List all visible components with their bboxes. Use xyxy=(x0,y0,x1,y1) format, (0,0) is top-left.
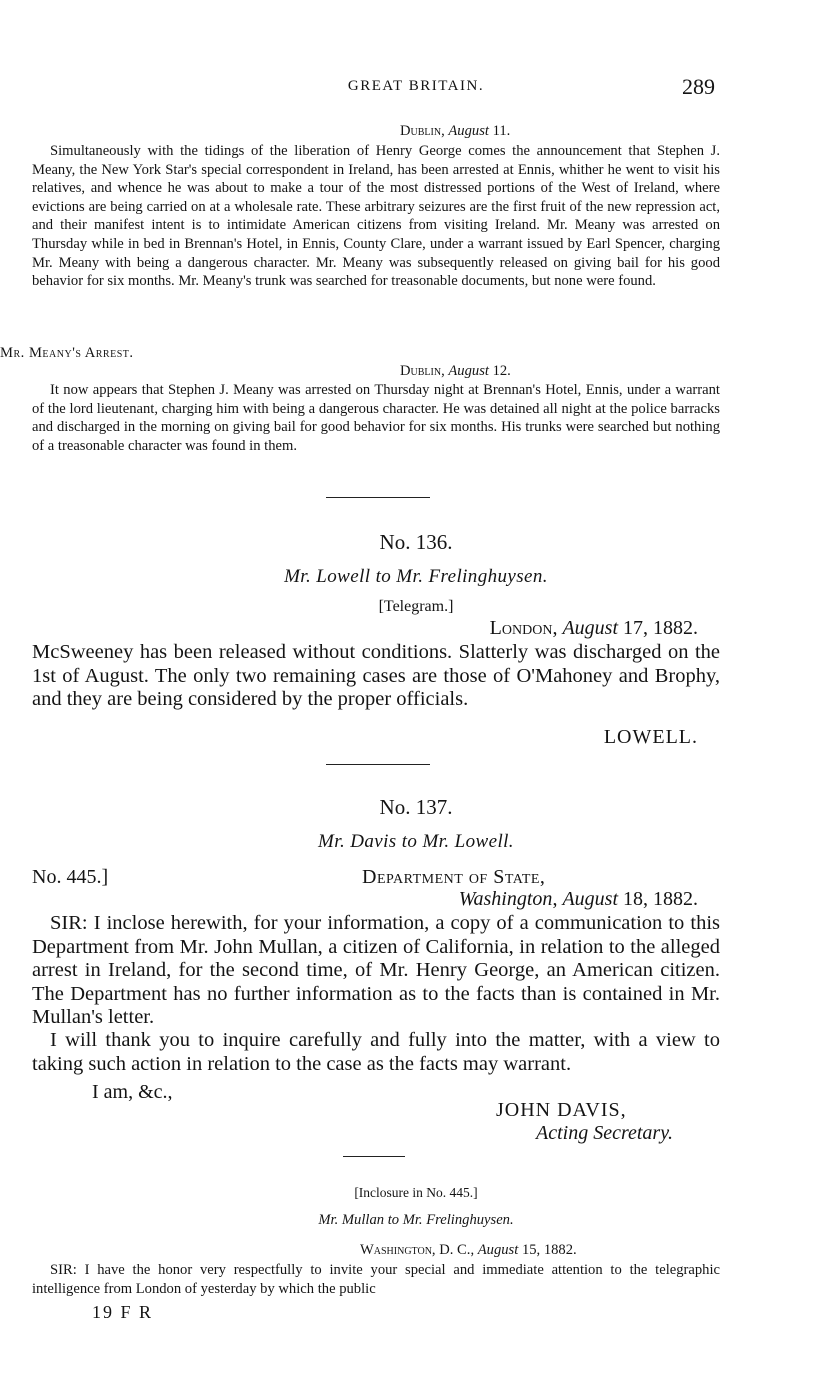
doc136-number: No. 136. xyxy=(379,530,453,554)
doc137-salutation: SIR: xyxy=(50,912,88,934)
doc137-title: Mr. Davis to Mr. Lowell. xyxy=(318,831,514,852)
dispatch1-paragraph: Simultaneously with the tidings of the liberation of Henry George comes the announcement that Stephen J. Meany, the New York Star's special correspondent in Ireland, has been arrested at Ennis, whither he went to visit his relatives, and whence he was about to make a tour of the most distressed portions of the West of Ireland, where evictions are being carried on at a wholesale rate. These arbitrary seizures are the first fruit of the new repression act, and their manifest intent is to intimidate American citizens from visiting Ireland. Mr. Meany was arrested on Thursday while in bed in Brennan's Hotel, in Ennis, County Clare, under a warrant issued by Earl Spencer, charging Mr. Meany with being a dangerous character. Mr. Meany was subsequently released on giving bail for his good behavior for six months. Mr. Meany's trunk was searched for treasonable documents, but none were found. xyxy=(32,143,720,290)
dispatch2-paragraph: It now appears that Stephen J. Meany was arrested on Thursday night at Brennan's Hotel, Ennis, under a warrant of the lord lieutenant, charging him with being a dangerous character. He was detained all night at the police barracks and discharged in the morning on giving bail for good behavior for six months. His trunks were searched but nothing of a treasonable character was found in them. xyxy=(32,382,720,454)
inclosure-dateline: Washington, D. C., August 15, 1882. xyxy=(360,1242,577,1258)
doc137-signature-title: Acting Secretary. xyxy=(536,1122,673,1144)
doc137-ref: No. 445.] xyxy=(32,866,109,888)
doc137-para1: SIR: I inclose herewith, for your information, a copy of a communication to this Department from Mr. John Mullan, a citizen of California, in relation to the alleged arrest in Ireland, for the second time, of Mr. Henry George, an American citizen. The Department has no further information as to the facts than is contained in Mr. Mullan's letter. xyxy=(32,912,721,1028)
doc136-type: [Telegram.] xyxy=(378,598,454,615)
dispatch2-heading: Mr. Meany's Arrest. xyxy=(0,345,134,361)
inclosure-title: Mr. Mullan to Mr. Frelinghuysen. xyxy=(318,1212,514,1228)
section-divider xyxy=(326,764,430,765)
doc136-title: Mr. Lowell to Mr. Frelinghuysen. xyxy=(284,566,548,587)
inclosure-heading: [Inclosure in No. 445.] xyxy=(354,1185,478,1200)
dispatch2-dateline: Dublin, August 12. xyxy=(400,363,511,379)
running-title: GREAT BRITAIN. xyxy=(347,78,485,94)
doc136-dateline: London, August 17, 1882. xyxy=(489,617,698,639)
doc137-department: Department of State, xyxy=(362,866,546,888)
inclosure-salutation: SIR: xyxy=(50,1262,77,1278)
doc136-signature: LOWELL. xyxy=(603,726,698,748)
section-divider xyxy=(343,1156,405,1157)
page-number: 289 xyxy=(682,74,715,99)
doc137-signature: JOHN DAVIS, xyxy=(496,1099,627,1121)
doc136-body: McSweeney has been released without conditions. Slatterly was discharged on the 1st of August. The only two remaining cases are those of O'Mahoney and Brophy, and they are being considered by the proper officials. xyxy=(32,641,720,710)
signature-mark: 19 F R xyxy=(92,1302,154,1322)
doc137-para2: I will thank you to inquire carefully and fully into the matter, with a view to taking such action in relation to the case as the facts may warrant. xyxy=(32,1029,720,1075)
inclosure-body: SIR: I have the honor very respectfully to invite your special and immediate attention to the telegraphic intelligence from London of yesterday by which the public xyxy=(32,1262,721,1297)
dispatch1-dateline: Dublin, August 11. xyxy=(400,123,511,139)
section-divider xyxy=(326,497,430,498)
doc137-closing: I am, &c., xyxy=(92,1081,173,1103)
doc137-number: No. 137. xyxy=(379,795,453,819)
doc137-place-date: Washington, August 18, 1882. xyxy=(458,888,698,910)
